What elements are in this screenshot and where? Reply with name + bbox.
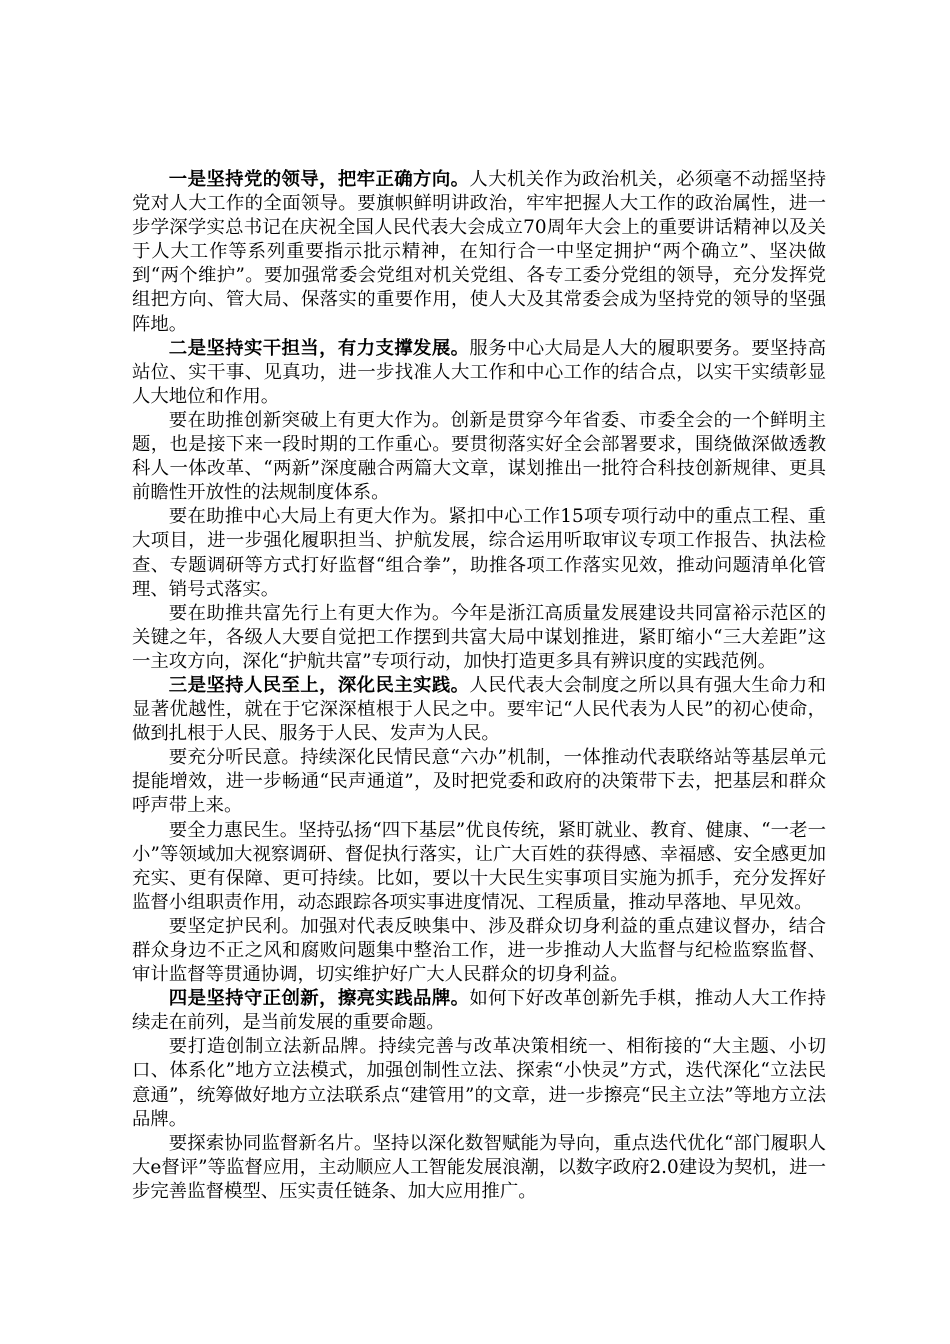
paragraph-text: 要坚定护民利。加强对代表反映集中、涉及群众切身利益的重点建议督办，结合群众身边不正之风和腐败问题集中整治工作，进一步推动人大监督与纪检监察监督、审计监督等贯通协调，切实维护好广大人民群众的切身利益。 xyxy=(132,915,826,986)
paragraph-8 xyxy=(132,819,826,915)
paragraph-6 xyxy=(132,674,826,746)
paragraph-text: 要全力惠民生。坚持弘扬“四下基层”优良传统，紧盯就业、教育、健康、“一老一小”等领域加大视察调研、督促执行落实，让广大百姓的获得感、幸福感、安全感更加充实、更有保障、更可持续。比如，要以十大民生实事项目实施为抓手，充分发挥好监督小组职责作用，动态跟踪各项实事进度情况、工程质量，推动早落地、早见效。 xyxy=(132,819,826,913)
paragraph-7 xyxy=(132,746,826,818)
paragraph-text: 要打造创制立法新品牌。持续完善与改革决策相统一、相衔接的“大主题、小切口、体系化”地方立法模式，加强创制性立法、探索“小快灵”方式，迭代深化“立法民意通”，统筹做好地方立法联系点“建管用”的文章，进一步擦亮“民主立法”等地方立法品牌。 xyxy=(132,1036,826,1130)
paragraph-3 xyxy=(132,409,826,505)
paragraph-text: 人民代表大会制度之所以具有强大生命力和显著优越性，就在于它深深植根于人民之中。要牢记“人民代表为人民”的初心使命，做到扎根于人民、服务于人民、发声为人民。 xyxy=(132,674,826,745)
paragraph-text: 要探索协同监督新名片。坚持以深化数智赋能为导向，重点迭代优化“部门履职人大e督评”等监督应用，主动顺应人工智能发展浪潮，以数字政府2.0建设为契机，进一步完善监督模型、压实责任链条、加大应用推广。 xyxy=(132,1132,826,1202)
document-body xyxy=(132,168,826,1204)
paragraph-10 xyxy=(132,987,826,1035)
paragraph-11 xyxy=(132,1035,826,1131)
paragraph-text: 服务中心大局是人大的履职要务。要坚持高站位、实干事、见真功，进一步找准人大工作和中心工作的结合点，以实干实绩彰显人大地位和作用。 xyxy=(132,337,826,407)
section-heading-3: 三是坚持人民至上，深化民主实践。 xyxy=(168,674,470,696)
paragraph-text: 如何下好改革创新先手棋，推动人大工作持续走在前列，是当前发展的重要命题。 xyxy=(132,988,826,1034)
paragraph-5 xyxy=(132,602,826,674)
paragraph-text: 要在助推共富先行上有更大作为。今年是浙江高质量发展建设共同富裕示范区的关键之年，各级人大要自觉把工作摆到共富大局中谋划推进，紧盯缩小“三大差距”这一主攻方向，深化“护航共富”专项行动，加快打造更多具有辨识度的实践范例。 xyxy=(132,602,826,672)
paragraph-1 xyxy=(132,168,826,337)
paragraph-text: 要充分听民意。持续深化民情民意“六办”机制，一体推动代表联络站等基层单元提能增效，进一步畅通“民声通道”，及时把党委和政府的决策带下去，把基层和群众呼声带上来。 xyxy=(132,747,826,817)
paragraph-text: 人大机关作为政治机关，必须毫不动摇坚持党对人大工作的全面领导。要旗帜鲜明讲政治，牢牢把握人大工作的政治属性，进一步学深学实总书记在庆祝全国人民代表大会成立70周年大会上的重要讲话精神以及关于人大工作等系列重要指示批示精神，在知行合一中坚定拥护“两个确立”、坚决做到“两个维护”。要加强常委会党组对机关党组、各专工委分党组的领导，充分发挥党组把方向、管大局、保落实的重要作用，使人大及其常委会成为坚持党的领导的坚强阵地。 xyxy=(132,169,826,335)
paragraph-text: 要在助推创新突破上有更大作为。创新是贯穿今年省委、市委全会的一个鲜明主题，也是接下来一段时期的工作重心。要贯彻落实好全会部署要求，围绕做深做透教科人一体改革、“两新”深度融合两篇大文章，谋划推出一批符合科技创新规律、更具前瞻性开放性的法规制度体系。 xyxy=(132,409,826,504)
section-heading-4: 四是坚持守正创新，擦亮实践品牌。 xyxy=(168,988,470,1010)
paragraph-12 xyxy=(132,1132,826,1204)
section-heading-2: 二是坚持实干担当，有力支撑发展。 xyxy=(168,337,470,359)
paragraph-9 xyxy=(132,915,826,987)
paragraph-4 xyxy=(132,505,826,601)
paragraph-2 xyxy=(132,337,826,409)
paragraph-text: 要在助推中心大局上有更大作为。紧扣中心工作15项专项行动中的重点工程、重大项目，进一步强化履职担当、护航发展，综合运用听取审议专项工作报告、执法检查、专题调研等方式打好监督“组合拳”，助推各项工作落实见效，推动问题清单化管理、销号式落实。 xyxy=(132,506,826,600)
section-heading-1: 一是坚持党的领导，把牢正确方向。 xyxy=(168,169,470,190)
